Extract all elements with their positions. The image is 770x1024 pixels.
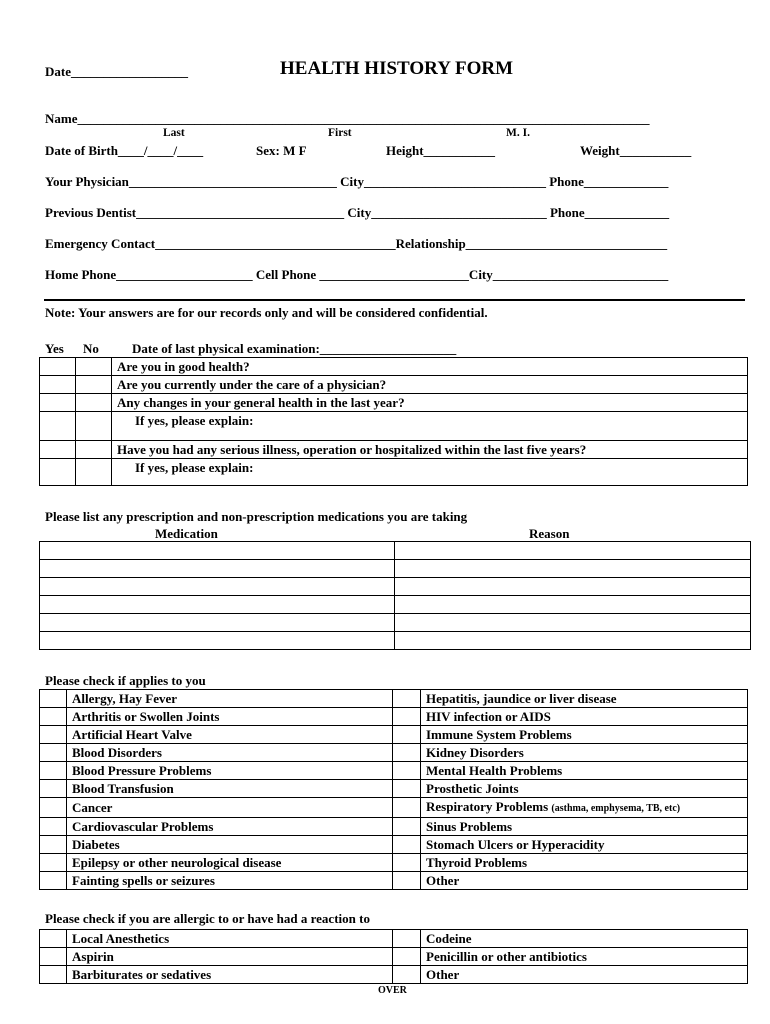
- medication-cell[interactable]: [40, 632, 395, 650]
- table-row: [40, 930, 748, 948]
- health-questions-table: [39, 357, 748, 486]
- respiratory-note: (asthma, emphysema, TB, etc): [551, 803, 681, 814]
- no-column-header: No: [83, 341, 99, 356]
- table-row: [40, 872, 748, 890]
- name-sublabel-mi: M. I.: [506, 127, 530, 139]
- left-checkbox[interactable]: [40, 744, 67, 762]
- right-checkbox[interactable]: [393, 872, 421, 890]
- left-checkbox[interactable]: [40, 798, 67, 818]
- reason-column-header: Reason: [529, 526, 570, 541]
- right-item-text: Penicillin or other antibiotics: [426, 949, 587, 964]
- right-item-label: [421, 780, 748, 798]
- name-sublabel-last: Last: [163, 127, 185, 139]
- left-item-label: Arthritis or Swollen Joints: [67, 708, 393, 726]
- medications-table: [39, 541, 751, 650]
- question-text: Are you in good health?: [112, 358, 748, 376]
- physician-field[interactable]: Your Physician________________________________ City____________________________ Phone_____________: [45, 174, 669, 189]
- no-checkbox[interactable]: [76, 459, 112, 486]
- right-checkbox[interactable]: [393, 948, 421, 966]
- table-row: [40, 966, 748, 984]
- dentist-field[interactable]: Previous Dentist________________________________ City___________________________ Phone_____________: [45, 205, 670, 220]
- right-item-text: Sinus Problems: [426, 819, 513, 834]
- table-row: [40, 578, 751, 596]
- medication-cell[interactable]: [40, 596, 395, 614]
- table-row: [40, 948, 748, 966]
- left-item-label: Cancer: [67, 798, 393, 818]
- right-item-text: Thyroid Problems: [426, 855, 528, 870]
- table-row: [40, 376, 748, 394]
- right-item-text: HIV infection or AIDS: [426, 709, 551, 724]
- left-item-label: Local Anesthetics: [67, 930, 393, 948]
- no-checkbox[interactable]: [76, 412, 112, 441]
- right-item-label: [421, 708, 748, 726]
- question-text: Have you had any serious illness, operation or hospitalized within the last five years?: [112, 441, 748, 459]
- divider: [44, 299, 745, 301]
- table-row: [40, 632, 751, 650]
- allergies-table: [39, 929, 748, 984]
- table-row: [40, 690, 748, 708]
- right-item-label: [421, 872, 748, 890]
- table-row: [40, 412, 748, 441]
- right-item-text: Stomach Ulcers or Hyperacidity: [426, 837, 605, 852]
- right-item-label: [421, 762, 748, 780]
- table-row: [40, 854, 748, 872]
- reason-cell[interactable]: [395, 614, 751, 632]
- left-checkbox[interactable]: [40, 966, 67, 984]
- no-checkbox[interactable]: [76, 394, 112, 412]
- right-item-text: Codeine: [426, 931, 472, 946]
- left-item-label: Blood Transfusion: [67, 780, 393, 798]
- left-item-label: Cardiovascular Problems: [67, 818, 393, 836]
- form-title: HEALTH HISTORY FORM: [280, 58, 514, 79]
- left-checkbox[interactable]: [40, 930, 67, 948]
- table-row: [40, 726, 748, 744]
- right-item-text: Kidney Disorders: [426, 745, 524, 760]
- left-checkbox[interactable]: [40, 708, 67, 726]
- explain-label: If yes, please explain:: [135, 413, 254, 428]
- table-row: [40, 818, 748, 836]
- conditions-table: [39, 689, 748, 890]
- left-item-label: Artificial Heart Valve: [67, 726, 393, 744]
- left-item-label: Aspirin: [67, 948, 393, 966]
- table-row: [40, 836, 748, 854]
- no-checkbox[interactable]: [76, 358, 112, 376]
- table-row: [40, 798, 748, 818]
- weight-field[interactable]: Weight___________: [580, 143, 692, 158]
- question-text: Are you currently under the care of a physician?: [112, 376, 748, 394]
- right-checkbox[interactable]: [393, 780, 421, 798]
- explain-field[interactable]: [112, 459, 748, 486]
- left-checkbox[interactable]: [40, 726, 67, 744]
- left-checkbox[interactable]: [40, 872, 67, 890]
- left-checkbox[interactable]: [40, 854, 67, 872]
- table-row: [40, 708, 748, 726]
- name-sublabel-first: First: [328, 127, 352, 139]
- yes-checkbox[interactable]: [40, 376, 76, 394]
- right-item-label: [421, 966, 748, 984]
- left-checkbox[interactable]: [40, 948, 67, 966]
- right-item-text: Respiratory Problems: [426, 799, 549, 814]
- right-item-label: [421, 836, 748, 854]
- date-field[interactable]: Date__________________: [45, 64, 188, 79]
- right-checkbox[interactable]: [393, 744, 421, 762]
- phone-fields[interactable]: Home Phone_____________________ Cell Phone _______________________City___________________________: [45, 267, 669, 282]
- right-item-label: [421, 930, 748, 948]
- right-checkbox[interactable]: [393, 854, 421, 872]
- medication-cell[interactable]: [40, 614, 395, 632]
- table-row: [40, 459, 748, 486]
- table-row: [40, 358, 748, 376]
- right-item-text: Immune System Problems: [426, 727, 572, 742]
- name-field[interactable]: Name________________________________________________________________________________________: [45, 111, 650, 126]
- right-item-label: [421, 798, 748, 818]
- right-item-text: Other: [426, 967, 460, 982]
- medication-cell[interactable]: [40, 578, 395, 596]
- right-checkbox[interactable]: [393, 966, 421, 984]
- dob-field[interactable]: Date of Birth____/____/____: [45, 143, 204, 158]
- confidential-note: Note: Your answers are for our records only and will be considered confidential.: [45, 305, 488, 320]
- right-item-text: Other: [426, 873, 460, 888]
- right-checkbox[interactable]: [393, 836, 421, 854]
- table-row: [40, 394, 748, 412]
- table-row: [40, 780, 748, 798]
- no-checkbox[interactable]: [76, 441, 112, 459]
- yes-checkbox[interactable]: [40, 459, 76, 486]
- right-item-text: Mental Health Problems: [426, 763, 563, 778]
- left-item-label: Epilepsy or other neurological disease: [67, 854, 393, 872]
- right-item-label: [421, 818, 748, 836]
- table-row: [40, 542, 751, 560]
- over-footer: OVER: [378, 985, 407, 996]
- left-item-label: Allergy, Hay Fever: [67, 690, 393, 708]
- right-item-label: [421, 854, 748, 872]
- table-row: [40, 744, 748, 762]
- right-checkbox[interactable]: [393, 708, 421, 726]
- left-item-label: Fainting spells or seizures: [67, 872, 393, 890]
- left-item-label: Blood Disorders: [67, 744, 393, 762]
- table-row: [40, 762, 748, 780]
- medication-column-header: Medication: [155, 526, 218, 541]
- right-item-label: [421, 948, 748, 966]
- yes-checkbox[interactable]: [40, 441, 76, 459]
- explain-field[interactable]: [112, 412, 748, 441]
- yes-checkbox[interactable]: [40, 358, 76, 376]
- table-row: [40, 560, 751, 578]
- left-item-label: Barbiturates or sedatives: [67, 966, 393, 984]
- height-field[interactable]: Height___________: [386, 143, 496, 158]
- reason-cell[interactable]: [395, 596, 751, 614]
- table-row: [40, 441, 748, 459]
- medications-prompt: Please list any prescription and non-prescription medications you are taking: [45, 509, 468, 524]
- question-text: Any changes in your general health in the last year?: [112, 394, 748, 412]
- left-checkbox[interactable]: [40, 818, 67, 836]
- right-checkbox[interactable]: [393, 930, 421, 948]
- reason-cell[interactable]: [395, 560, 751, 578]
- conditions-prompt: Please check if applies to you: [45, 673, 206, 688]
- left-checkbox[interactable]: [40, 762, 67, 780]
- allergies-prompt: Please check if you are allergic to or have had a reaction to: [45, 911, 370, 926]
- right-item-text: Prosthetic Joints: [426, 781, 519, 796]
- medication-cell[interactable]: [40, 542, 395, 560]
- left-item-label: Blood Pressure Problems: [67, 762, 393, 780]
- yes-checkbox[interactable]: [40, 394, 76, 412]
- left-checkbox[interactable]: [40, 690, 67, 708]
- right-checkbox[interactable]: [393, 798, 421, 818]
- right-item-label: [421, 744, 748, 762]
- yes-checkbox[interactable]: [40, 412, 76, 441]
- table-row: [40, 596, 751, 614]
- right-checkbox[interactable]: [393, 818, 421, 836]
- physical-exam-field[interactable]: Date of last physical examination:_____________________: [132, 341, 457, 356]
- right-checkbox[interactable]: [393, 690, 421, 708]
- right-checkbox[interactable]: [393, 762, 421, 780]
- explain-label: If yes, please explain:: [135, 460, 254, 475]
- yes-column-header: Yes: [45, 341, 64, 356]
- left-checkbox[interactable]: [40, 780, 67, 798]
- left-item-label: Diabetes: [67, 836, 393, 854]
- right-item-text: Hepatitis, jaundice or liver disease: [426, 691, 617, 706]
- sex-field[interactable]: Sex: M F: [256, 143, 307, 158]
- reason-cell[interactable]: [395, 578, 751, 596]
- reason-cell[interactable]: [395, 542, 751, 560]
- medication-cell[interactable]: [40, 560, 395, 578]
- table-row: [40, 614, 751, 632]
- reason-cell[interactable]: [395, 632, 751, 650]
- right-item-label: [421, 690, 748, 708]
- left-checkbox[interactable]: [40, 836, 67, 854]
- right-item-label: [421, 726, 748, 744]
- no-checkbox[interactable]: [76, 376, 112, 394]
- emergency-contact-field[interactable]: Emergency Contact_____________________________________Relationship_______________________________: [45, 236, 668, 251]
- right-checkbox[interactable]: [393, 726, 421, 744]
